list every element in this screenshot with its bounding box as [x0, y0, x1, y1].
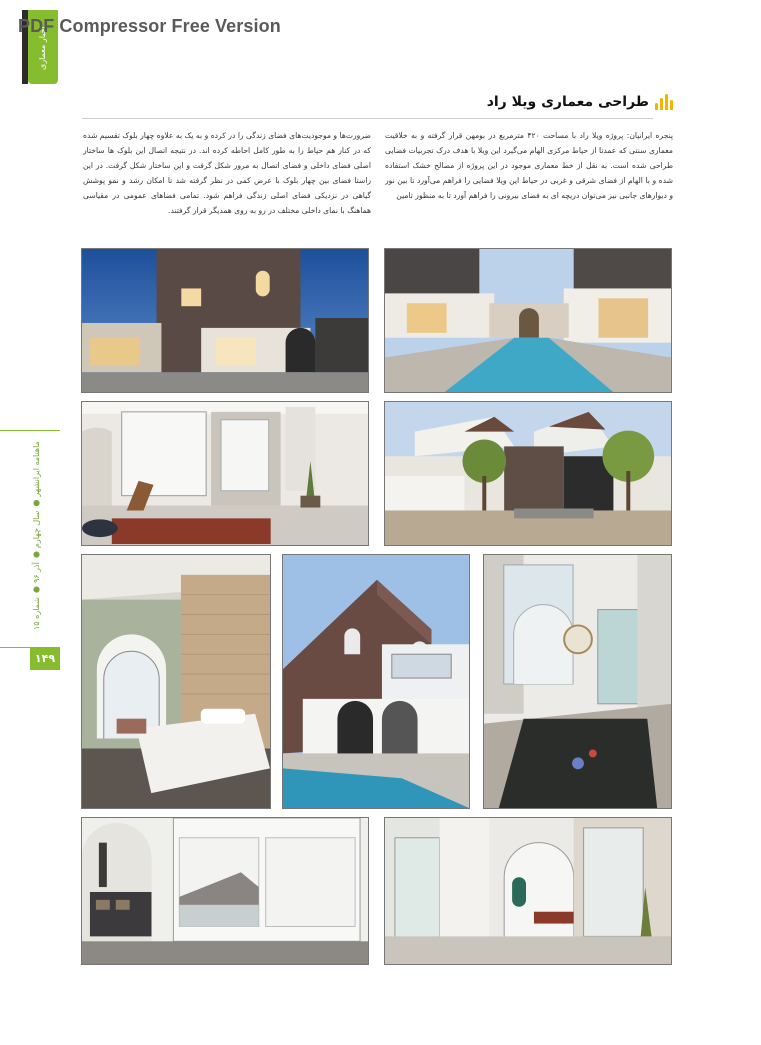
article-header [487, 94, 673, 110]
photo-front-facade [384, 401, 672, 546]
photo-courtyard-pool [384, 248, 672, 393]
title-rule [82, 118, 653, 119]
photo-bathroom-pond [483, 554, 672, 809]
bars-icon [655, 94, 673, 110]
section-tab-label: اخبار معماری [38, 26, 47, 70]
photo-stone-corner [282, 554, 470, 809]
watermark: PDF Compressor Free Version [18, 16, 281, 36]
photo-exterior-night [81, 248, 369, 393]
page-number: ۱۴۹ [30, 648, 60, 670]
photo-bedroom [81, 554, 271, 809]
article-column-left: ضرورت‌ها و موجودیت‌های فضای زندگی را در کرده و به یک به علاوه چهار بلوک تقسیم شده که در کنار هم حیاط را به طور کامل احاطه کرده اند. در نتیجه اتصال این بلوک ها ساختار اصلی فضای داخلی و فضای اتصال به مرور شکل گرفت و این ساختار شکل گرفت. در این راستا فضای بین چهار بلوک با عرض کمی در نظر گرفته شد تا امکان رشد و نمو پوشش گیاهی در نزدیکی فضای اصلی زندگی فراهم شود. تمامی فضاهای عمومی در مقیاسی هماهنگ با نمای داخلی مختلف در رو به روی همدیگر قرار گرفتند. [83, 131, 371, 215]
article-title: طراحی معماری ویلا راد [486, 94, 649, 110]
side-divider-top [0, 430, 60, 431]
article-column-right: پنجره ایرانیان: پروژه ویلا راد با مساحت ۴۲۰ مترمربع در بومهن قرار گرفته و به خلاقیت معماری سنتی که عمدتا از حیاط مرکزی الهام می‌گیرد این ویلا با هدف درک تجربیات فضایی طراحی شده است. به نقل از خط معماری موجود در این پروژه از مصالح خشک استفاده شده و با الهام از فضای شرقی و غربی در حیاط این ویلا فضایی را فراهم می‌آورد تا بین نور و دیوارهای جانبی نیز می‌توان دریچه ای به فضای بیرونی را فراهم آورد تا به منظور تامین [385, 131, 673, 200]
photo-living-room [81, 401, 369, 546]
photo-hallway [384, 817, 672, 965]
photo-interior-window [81, 817, 369, 965]
side-caption: ماهنامه ایرانشهر ● سال چهارم ● آذر ۹۶ ● شماره ۱۵ [32, 441, 41, 630]
